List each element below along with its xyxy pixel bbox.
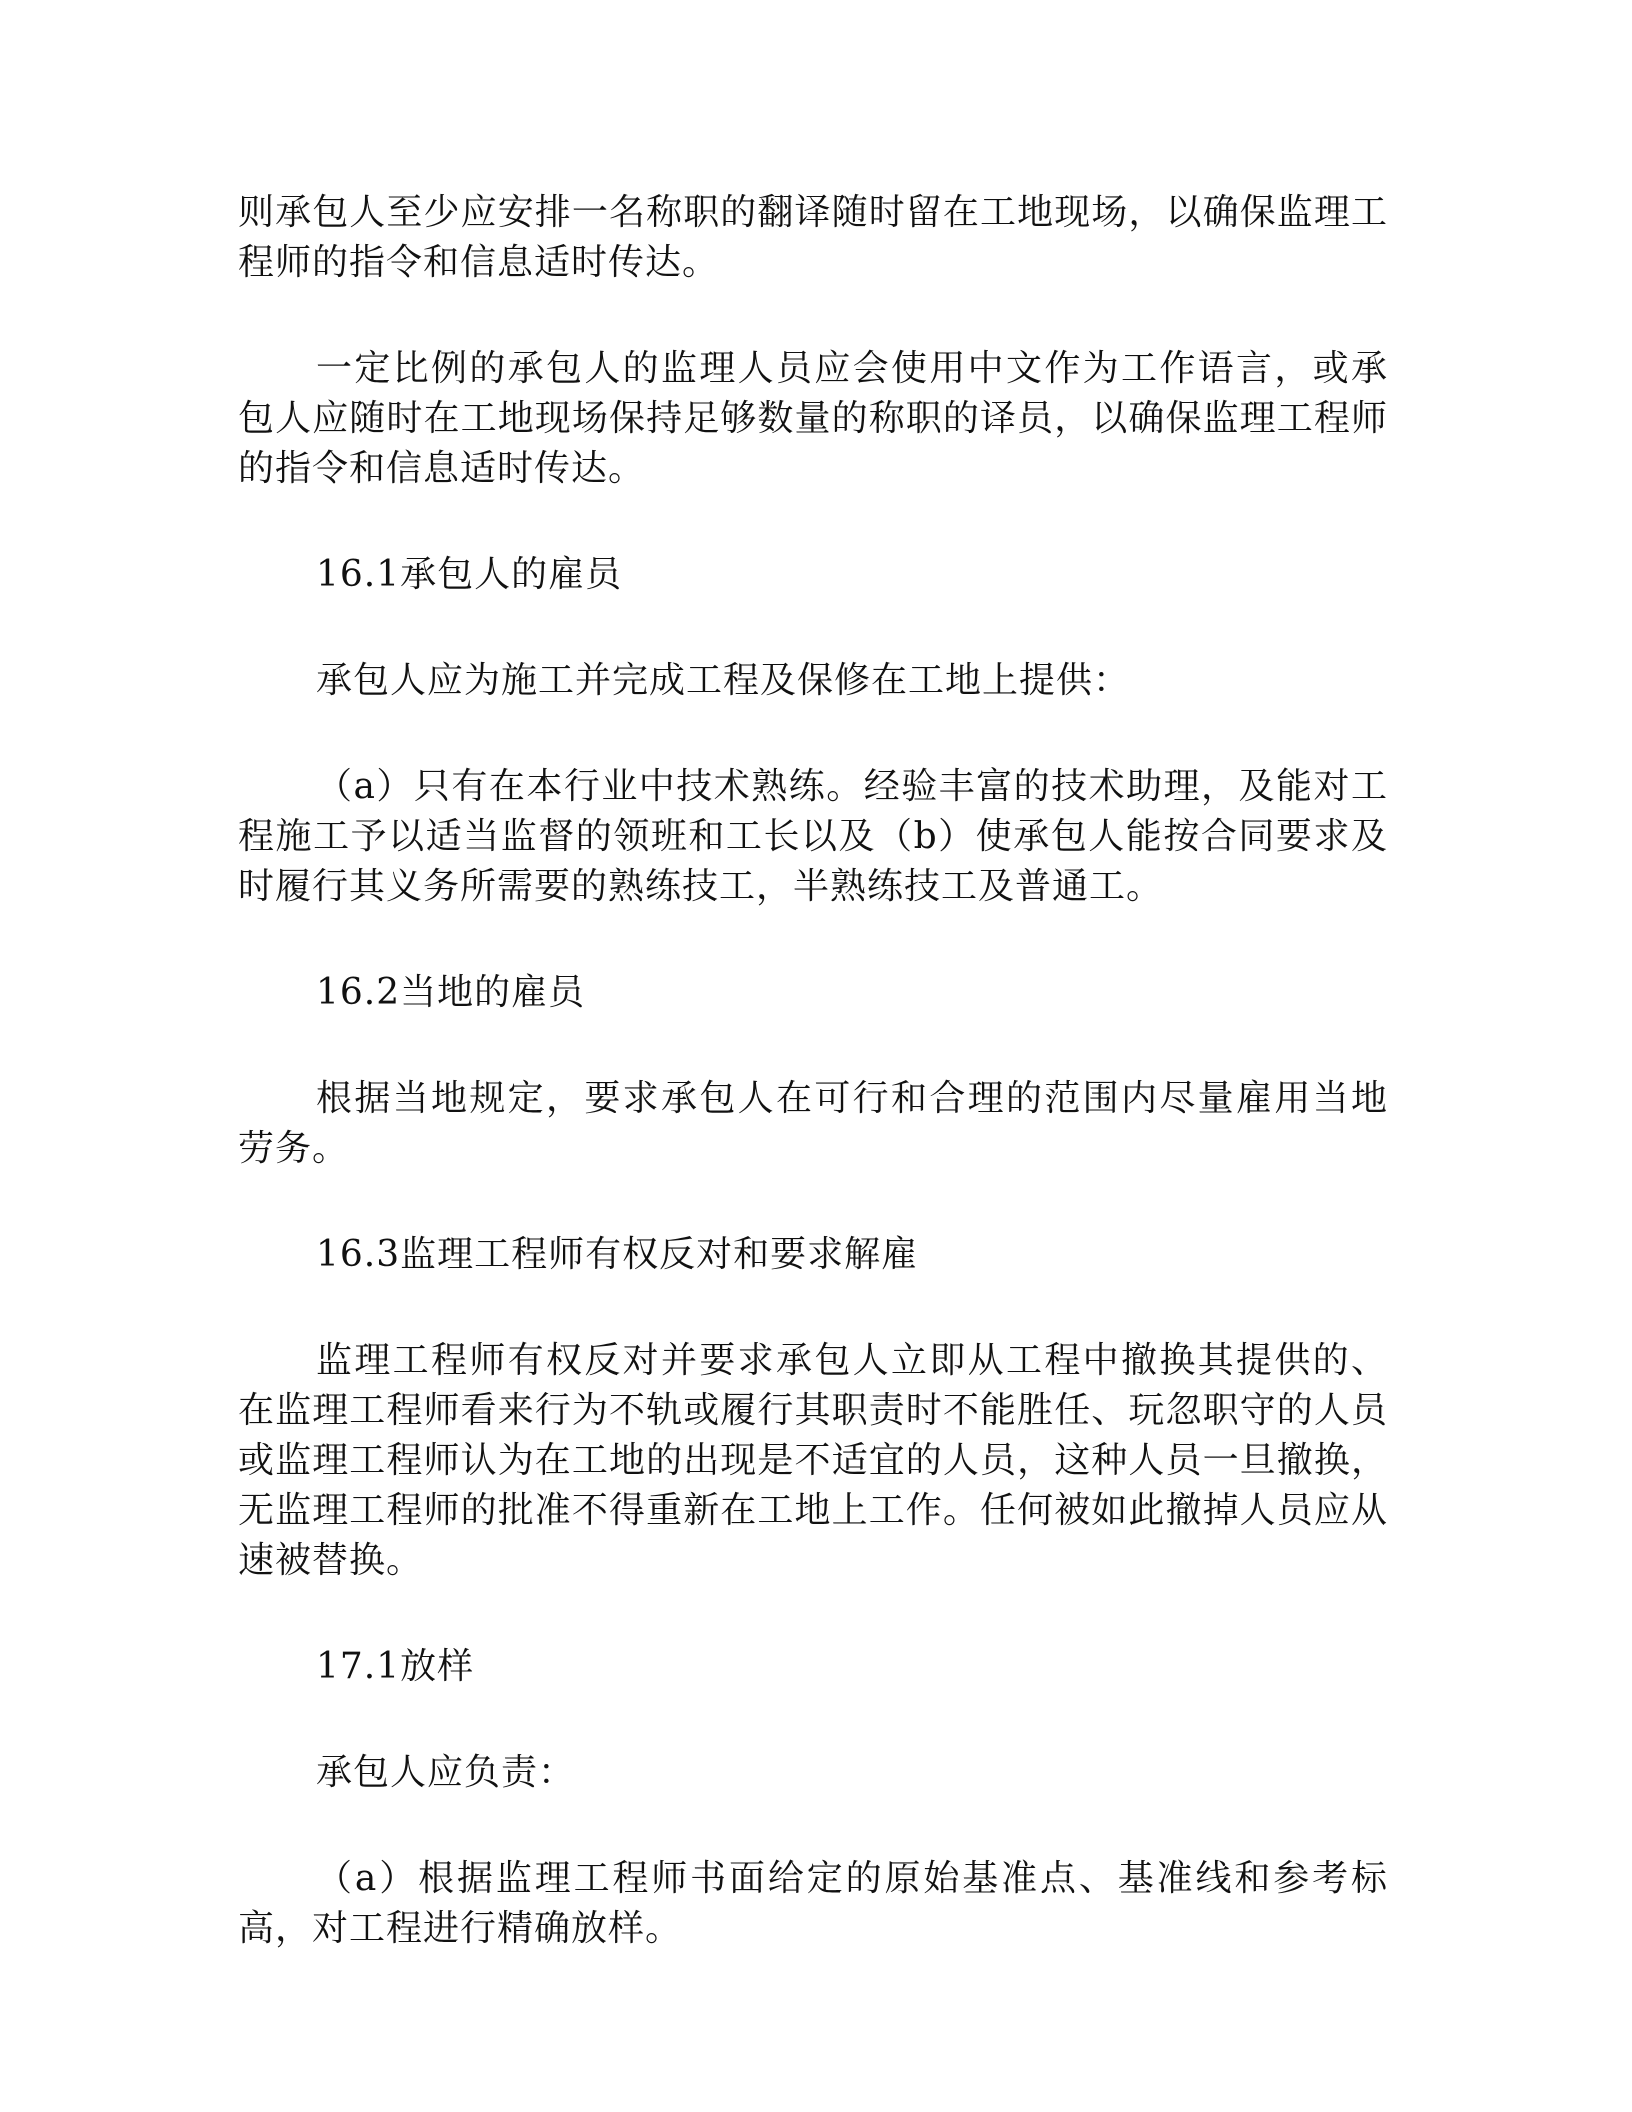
paragraph-local-labor: 根据当地规定，要求承包人在可行和合理的范围内尽量雇用当地劳务。 (238, 1078, 1388, 1169)
section-heading-16-2: 16.2当地的雇员 (316, 972, 586, 1013)
paragraph-item-a-setting-out: （a）根据监理工程师书面给定的原始基准点、基准线和参考标高，对工程进行精确放样。 (238, 1858, 1388, 1949)
paragraph-language-requirement: 一定比例的承包人的监理人员应会使用中文作为工作语言，或承包人应随时在工地现场保持足够数量的称职的译员，以确保监理工程师的指令和信息适时传达。 (238, 348, 1388, 489)
section-heading-16-3: 16.3监理工程师有权反对和要求解雇 (316, 1234, 919, 1275)
paragraph-engineer-objection: 监理工程师有权反对并要求承包人立即从工程中撤换其提供的、在监理工程师看来行为不轨或履行其职责时不能胜任、玩忽职守的人员或监理工程师认为在工地的出现是不适宜的人员，这种人员一旦撤换，无监理工程师的批准不得重新在工地上工作。任何被如此撤掉人员应从速被替换。 (238, 1340, 1388, 1581)
paragraph-continuation: 则承包人至少应安排一名称职的翻译随时留在工地现场，以确保监理工程师的指令和信息适时传达。 (238, 192, 1388, 283)
paragraph-item-a-staff: （a）只有在本行业中技术熟练。经验丰富的技术助理，及能对工程施工予以适当监督的领班和工长以及（b）使承包人能按合同要求及时履行其义务所需要的熟练技工，半熟练技工及普通工。 (238, 766, 1388, 907)
document-body (238, 188, 1388, 2010)
paragraph-contractor-responsible: 承包人应负责： (316, 1752, 576, 1793)
section-heading-16-1: 16.1承包人的雇员 (316, 554, 623, 595)
paragraph-contractor-provide: 承包人应为施工并完成工程及保修在工地上提供： (316, 660, 1131, 701)
section-heading-17-1: 17.1放样 (316, 1646, 475, 1687)
